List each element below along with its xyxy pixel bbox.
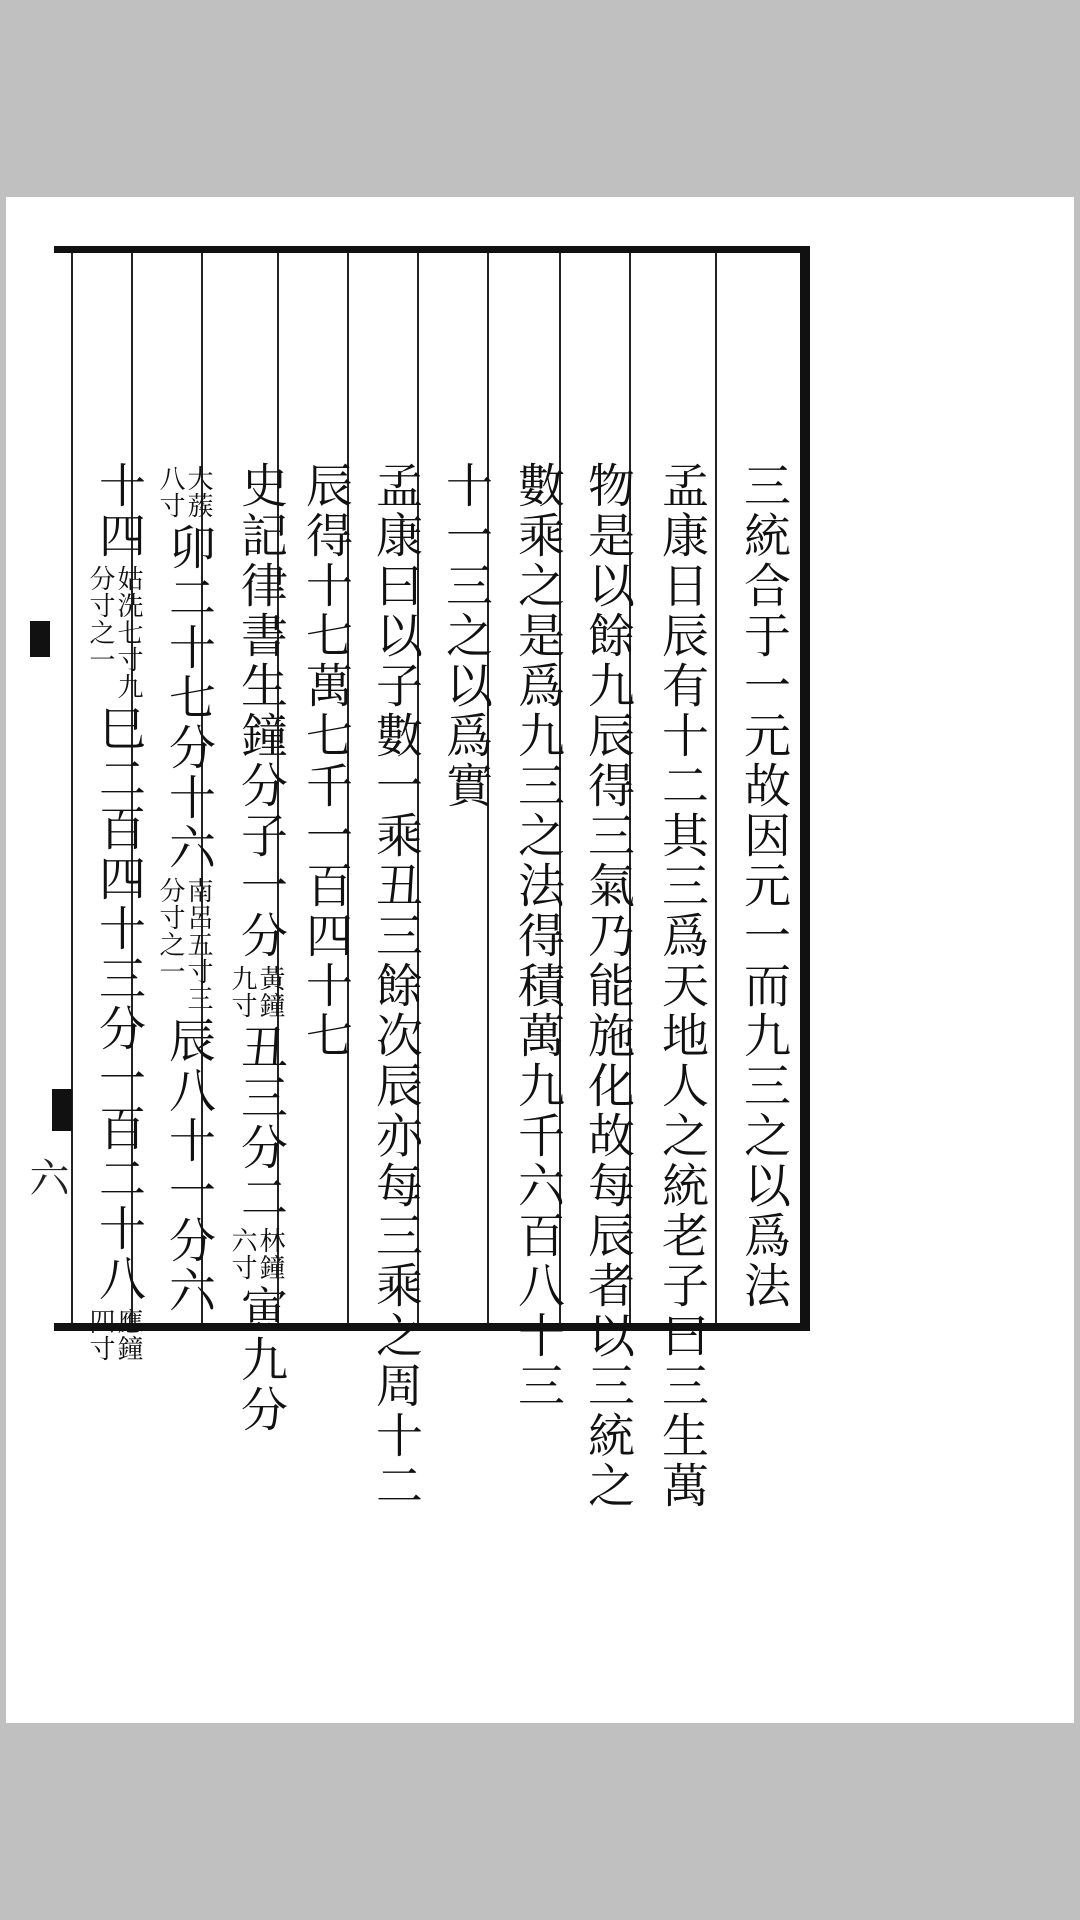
- note-line: 九寸: [227, 965, 257, 1019]
- note-line: 姑洗七寸九: [113, 565, 143, 700]
- main-text: 巳二百四十三分一百二十八: [91, 704, 146, 1304]
- book-page: [6, 197, 1074, 1723]
- main-text: 三統合于一元故因元一而九三之以爲法: [736, 461, 791, 1311]
- fishtail-mark-lower: [52, 1089, 72, 1131]
- note-line: 黃鐘: [255, 965, 285, 1019]
- text-column: [438, 461, 493, 811]
- interlinear-note: [86, 565, 142, 700]
- main-text: 丑三分二: [233, 1023, 288, 1223]
- main-text: 物是以餘九辰得三氣乃能施化故每辰者以三統之: [580, 461, 635, 1511]
- note-line: 分寸之一: [85, 565, 115, 673]
- interlinear-note: [86, 1308, 142, 1362]
- note-line: 應鐘: [113, 1308, 143, 1362]
- note-line: 大蔟: [183, 465, 213, 519]
- interlinear-note: [228, 965, 284, 1019]
- main-text: 孟康曰以子數一乘丑三餘次辰亦每三乘之周十二: [368, 461, 423, 1511]
- note-line: 分寸之一: [155, 877, 185, 985]
- text-column: [85, 461, 146, 1366]
- main-text: 孟康日辰有十二其三爲天地人之統老子曰三生萬: [654, 461, 709, 1511]
- main-text: 數乘之是爲九三之法得積萬九千六百八十三: [510, 461, 565, 1411]
- note-line: 南呂五寸三: [183, 877, 213, 1012]
- top-border: [54, 246, 810, 253]
- text-column: [155, 461, 216, 1316]
- note-line: 四寸: [85, 1308, 115, 1362]
- main-text: 史記律書生鐘分子一分: [233, 461, 288, 961]
- text-column: [368, 461, 423, 1511]
- note-line: 六寸: [227, 1227, 257, 1281]
- right-border: [800, 249, 810, 1331]
- main-text: 辰得十七萬七千一百四十七: [298, 461, 353, 1061]
- main-text: 十四: [91, 461, 146, 561]
- text-column: [298, 461, 353, 1061]
- text-column: [654, 461, 709, 1511]
- text-column: [227, 461, 288, 1435]
- note-line: 八寸: [155, 465, 185, 519]
- text-column: [510, 461, 565, 1411]
- text-column: [736, 461, 791, 1311]
- note-line: 林鐘: [255, 1227, 285, 1281]
- main-text: 寅九分: [233, 1285, 288, 1435]
- main-text: 卯二十七分十六: [161, 523, 216, 873]
- interlinear-note: [156, 465, 212, 519]
- interlinear-note: [156, 877, 212, 1012]
- main-text: 十一三之以爲實: [438, 461, 493, 811]
- text-column: [580, 461, 635, 1511]
- fishtail-mark: [30, 621, 50, 657]
- interlinear-note: [228, 1227, 284, 1281]
- page-number: 六: [23, 1157, 69, 1197]
- main-text: 辰八十一分六: [161, 1016, 216, 1316]
